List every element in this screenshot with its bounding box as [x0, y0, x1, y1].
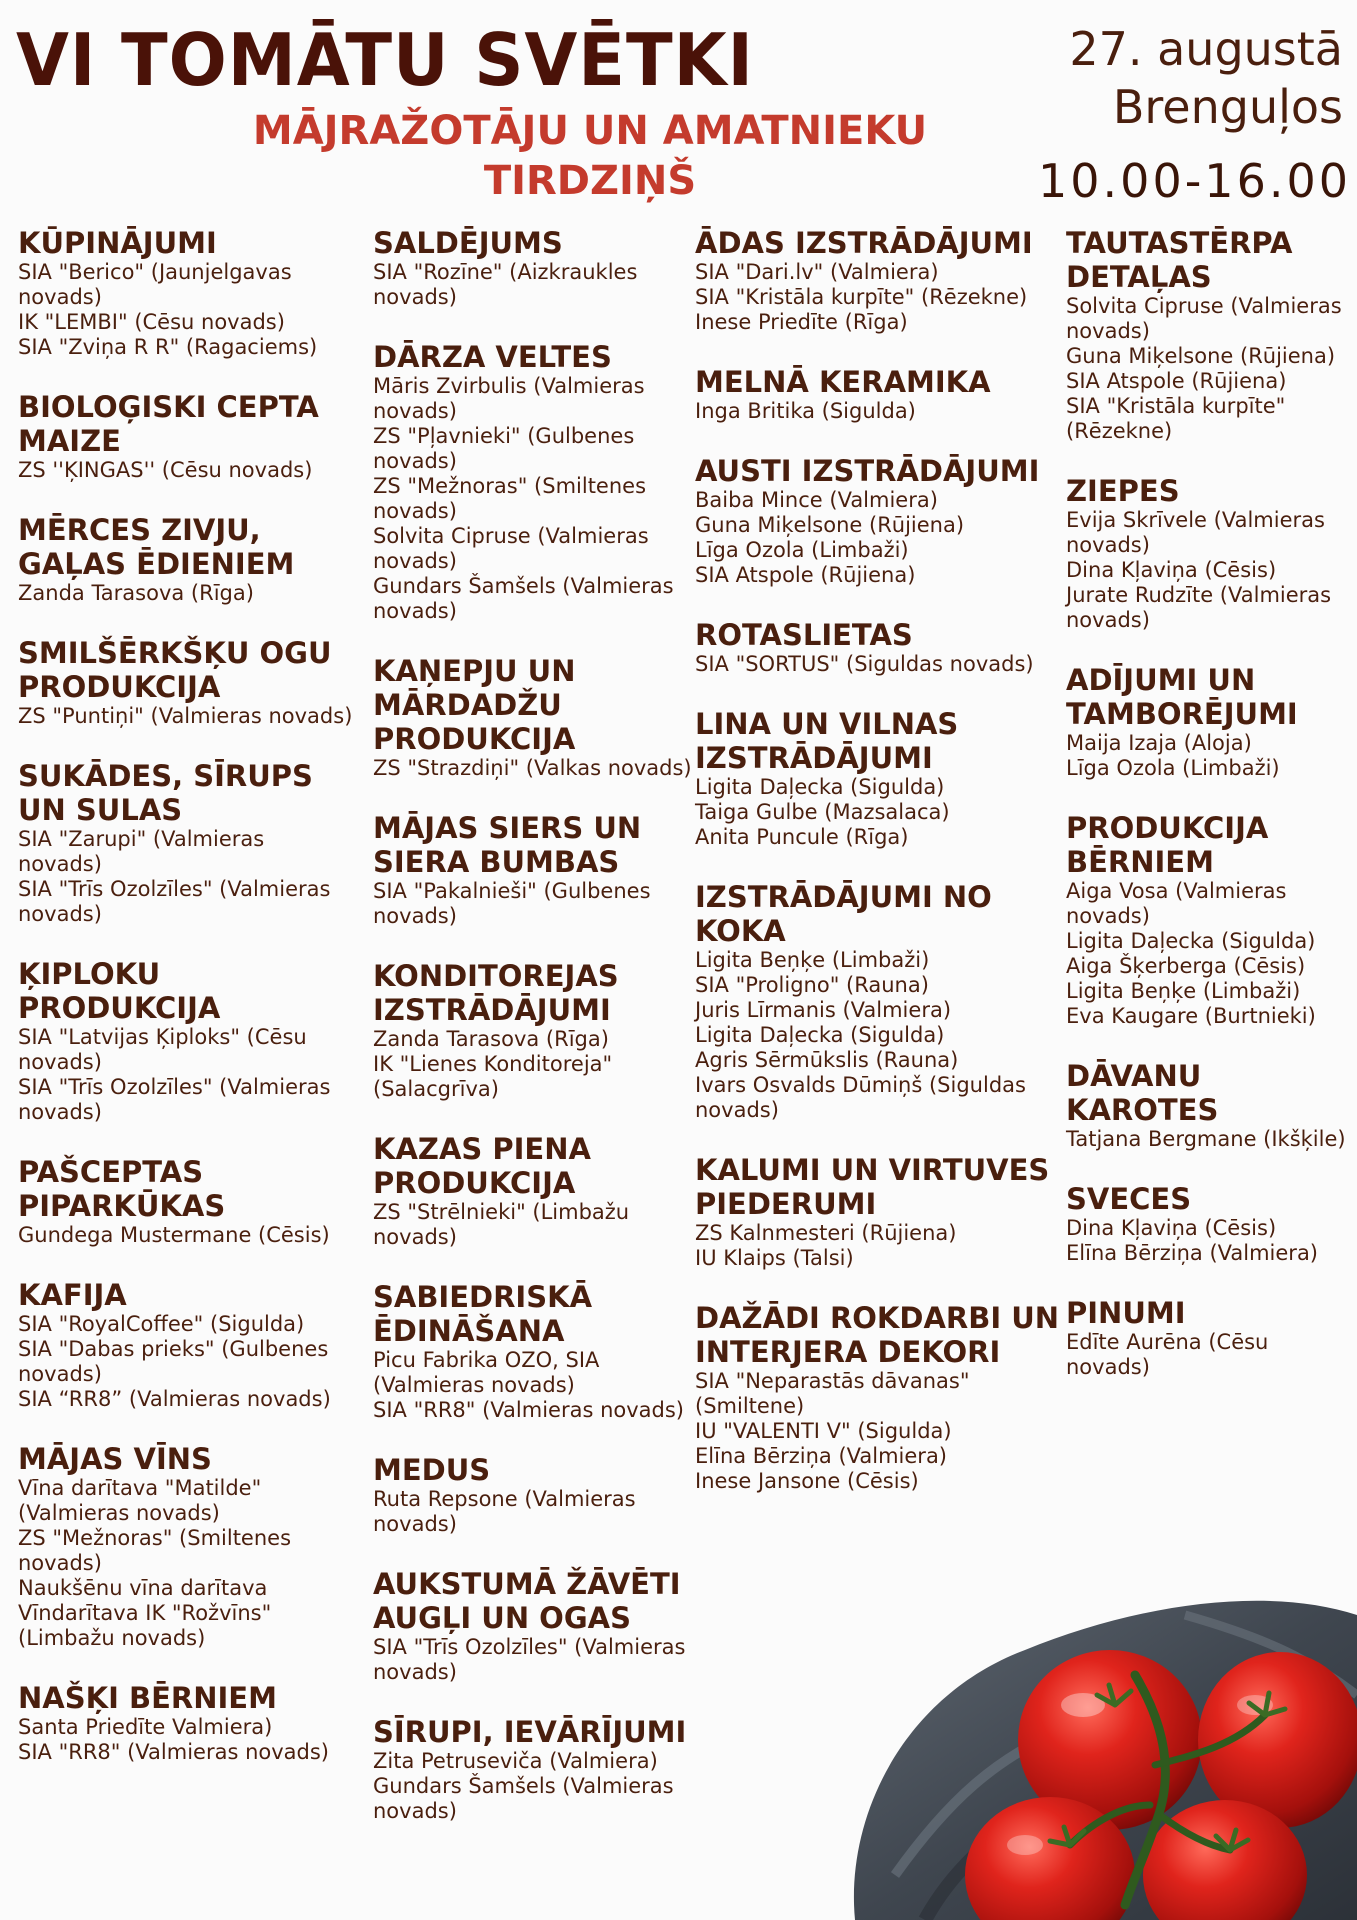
category-section	[695, 226, 1060, 335]
category-section	[373, 959, 693, 1102]
vendor-item: Zanda Tarasova (Rīga)	[373, 1027, 609, 1051]
vendor-item: SIA "Pakalnieši" (Gulbenes novads)	[373, 879, 651, 928]
vendor-list	[695, 948, 1060, 1123]
vendor-item: Inga Britika (Sigulda)	[695, 399, 916, 423]
category-title: MĀJAS SIERS UN SIERA BUMBAS	[373, 811, 642, 879]
vendor-item: Ligita Daļecka (Sigulda)	[695, 775, 945, 799]
vendor-list	[1066, 1330, 1356, 1380]
vendor-item: SIA "Neparastās dāvanas" (Smiltene)	[695, 1369, 970, 1418]
category-title: TAUTASTĒRPA DETAĻAS	[1066, 226, 1293, 294]
vendor-item: SIA "Trīs Ozolzīles" (Valmieras novads)	[373, 1635, 686, 1684]
category-title: MĀJAS VĪNS	[18, 1442, 212, 1476]
vendor-item: Solvita Cipruse (Valmieras novads)	[1066, 294, 1342, 343]
vendor-list	[18, 704, 353, 729]
vendor-item: SIA "Dari.lv" (Valmiera)	[695, 260, 939, 284]
category-section	[695, 1153, 1060, 1271]
vendor-item: Dina Kļaviņa (Cēsis)	[1066, 558, 1277, 582]
category-section	[1066, 474, 1356, 633]
vendor-list	[18, 1715, 353, 1765]
vendor-item: Ligita Daļecka (Sigulda)	[695, 1023, 945, 1047]
category-title: ĀDAS IZSTRĀDĀJUMI	[695, 226, 1033, 260]
vendor-item: Maija Izaja (Aloja)	[1066, 731, 1252, 755]
vendor-list	[695, 488, 1060, 588]
category-title: DAŽĀDI ROKDARBI UN INTERJERA DEKORI	[695, 1301, 1060, 1369]
category-section	[695, 365, 1060, 424]
vendor-item: Līga Ozola (Limbaži)	[695, 538, 909, 562]
vendor-item: Zanda Tarasova (Rīga)	[18, 581, 254, 605]
category-title: PRODUKCIJA BĒRNIEM	[1066, 811, 1269, 879]
category-section	[18, 1681, 353, 1765]
category-section	[695, 618, 1060, 677]
vendor-item: SIA "Trīs Ozolzīles" (Valmieras novads)	[18, 877, 331, 926]
vendor-item: SIA Atspole (Rūjiena)	[695, 563, 916, 587]
vendor-item: Edīte Aurēna (Cēsu novads)	[1066, 1330, 1269, 1379]
vendor-list	[373, 756, 693, 781]
category-title: IZSTRĀDĀJUMI NO KOKA	[695, 880, 992, 948]
event-title: VI TOMĀTU SVĒTKI	[16, 18, 754, 102]
vendor-item: Guna Miķelsone (Rūjiena)	[1066, 344, 1336, 368]
vendor-item: Taiga Gulbe (Mazsalaca)	[695, 800, 950, 824]
category-section	[373, 1715, 693, 1824]
vendor-item: SIA "RR8" (Valmieras novads)	[373, 1398, 684, 1422]
vendor-list	[1066, 731, 1356, 781]
category-section	[695, 1301, 1060, 1494]
vendor-list	[373, 1200, 693, 1250]
category-title: MEDUS	[373, 1453, 491, 1487]
vendor-list	[373, 1348, 693, 1423]
category-section	[18, 1155, 353, 1248]
vendor-item: Ligita Beņķe (Limbaži)	[695, 948, 930, 972]
vendor-item: Santa Priedīte Valmiera)	[18, 1715, 273, 1739]
vendor-list	[373, 260, 693, 310]
vendor-item: ZS "Strazdiņi" (Valkas novads)	[373, 756, 692, 780]
category-title: SVECES	[1066, 1182, 1192, 1216]
category-section	[373, 1132, 693, 1250]
vendor-item: Zita Petruseviča (Valmiera)	[373, 1749, 658, 1773]
vendor-item: Gundars Šamšels (Valmieras novads)	[373, 1774, 674, 1823]
event-place: Brenguļos	[1112, 80, 1343, 134]
vendor-item: Jurate Rudzīte (Valmieras novads)	[1066, 583, 1332, 632]
tomato-illustration	[835, 1545, 1357, 1920]
category-title: SUKĀDES, SĪRUPS UN SULAS	[18, 759, 313, 827]
vendor-item: SIA "Rozīne" (Aizkraukles novads)	[373, 260, 638, 309]
vendor-item: IU Klaips (Talsi)	[695, 1246, 854, 1270]
category-section	[373, 1280, 693, 1423]
category-section	[1066, 1296, 1356, 1380]
vendor-item: Vīna darītava "Matilde" (Valmieras novads)	[18, 1476, 262, 1525]
vendor-item: Līga Ozola (Limbaži)	[1066, 756, 1280, 780]
category-title: SĪRUPI, IEVĀRĪJUMI	[373, 1715, 687, 1749]
vendor-list	[18, 260, 353, 360]
category-title: MĒRCES ZIVJU, GAĻAS ĒDIENIEM	[18, 513, 295, 581]
vendor-column-1	[18, 226, 353, 1795]
category-title: ROTASLIETAS	[695, 618, 913, 652]
category-section	[18, 759, 353, 927]
category-title: NAŠĶI BĒRNIEM	[18, 1681, 277, 1715]
vendor-item: ZS "Pļavnieki" (Gulbenes novads)	[373, 424, 635, 473]
vendor-item: Vīndarītava IK "Rožvīns" (Limbažu novads)	[18, 1601, 272, 1650]
vendor-item: Tatjana Bergmane (Ikšķile)	[1066, 1127, 1346, 1151]
vendor-list	[18, 458, 353, 483]
category-title: ZIEPES	[1066, 474, 1180, 508]
vendor-list	[695, 1369, 1060, 1494]
category-title: KALUMI UN VIRTUVES PIEDERUMI	[695, 1153, 1050, 1221]
category-section	[695, 707, 1060, 850]
vendor-item: IK "Lienes Konditoreja" (Salacgrīva)	[373, 1052, 613, 1101]
category-section	[1066, 226, 1356, 444]
vendor-list	[373, 1027, 693, 1102]
vendor-item: ZS ''ĶINGAS'' (Cēsu novads)	[18, 458, 313, 482]
vendor-item: Gundars Šamšels (Valmieras novads)	[373, 574, 674, 623]
vendor-item: SIA "Kristāla kurpīte" (Rēzekne)	[1066, 394, 1286, 443]
category-section	[373, 226, 693, 310]
vendor-list	[373, 1635, 693, 1685]
category-section	[18, 1442, 353, 1651]
vendor-item: Dina Kļaviņa (Cēsis)	[1066, 1216, 1277, 1240]
category-title: ĶIPLOKU PRODUKCIJA	[18, 957, 221, 1025]
vendor-list	[18, 827, 353, 927]
category-section	[373, 654, 693, 781]
vendor-item: Aiga Šķerberga (Cēsis)	[1066, 954, 1306, 978]
vendor-item: SIA "Kristāla kurpīte" (Rēzekne)	[695, 285, 1028, 309]
category-title: SALDĒJUMS	[373, 226, 563, 260]
vendor-item: SIA "Zviņa R R" (Ragaciems)	[18, 335, 318, 359]
vendor-column-2	[373, 226, 693, 1854]
vendor-item: Inese Priedīte (Rīga)	[695, 310, 908, 334]
category-section	[695, 454, 1060, 588]
category-title: MELNĀ KERAMIKA	[695, 365, 991, 399]
category-title: KAFIJA	[18, 1278, 127, 1312]
vendor-item: Baiba Mince (Valmiera)	[695, 488, 938, 512]
vendor-item: Eva Kaugare (Burtnieki)	[1066, 1004, 1316, 1028]
vendor-list	[18, 581, 353, 606]
vendor-list	[373, 879, 693, 929]
event-date: 27. augustā	[1069, 22, 1343, 76]
vendor-item: Ruta Repsone (Valmieras novads)	[373, 1487, 636, 1536]
vendor-item: Elīna Bērziņa (Valmiera)	[1066, 1241, 1318, 1265]
vendor-item: SIA "SORTUS" (Siguldas novads)	[695, 652, 1034, 676]
category-section	[695, 880, 1060, 1123]
vendor-item: Agris Sērmūkslis (Rauna)	[695, 1048, 959, 1072]
vendor-list	[695, 399, 1060, 424]
category-section	[1066, 663, 1356, 781]
vendor-column-3	[695, 226, 1060, 1524]
vendor-item: SIA "Zarupi" (Valmieras novads)	[18, 827, 265, 876]
category-title: KONDITOREJAS IZSTRĀDĀJUMI	[373, 959, 619, 1027]
category-section	[373, 1567, 693, 1685]
vendor-item: IU "VALENTI V" (Sigulda)	[695, 1419, 952, 1443]
vendor-item: ZS "Mežnoras" (Smiltenes novads)	[373, 474, 647, 523]
vendor-item: Evija Skrīvele (Valmieras novads)	[1066, 508, 1325, 557]
vendor-item: Picu Fabrika OZO, SIA (Valmieras novads)	[373, 1348, 600, 1397]
vendor-item: SIA "Proligno" (Rauna)	[695, 973, 929, 997]
vendor-list	[695, 652, 1060, 677]
vendor-list	[695, 260, 1060, 335]
vendor-list	[1066, 1127, 1356, 1152]
vendor-list	[18, 1476, 353, 1651]
vendor-item: Māris Zvirbulis (Valmieras novads)	[373, 374, 645, 423]
category-title: PINUMI	[1066, 1296, 1186, 1330]
category-title: DĀRZA VELTES	[373, 340, 612, 374]
category-title: PAŠCEPTAS PIPARKŪKAS	[18, 1155, 226, 1223]
vendor-list	[373, 1749, 693, 1824]
category-title: SMILŠĒRKŠĶU OGU PRODUKCIJA	[18, 636, 332, 704]
vendor-list	[18, 1223, 353, 1248]
vendor-list	[373, 1487, 693, 1537]
category-title: AUKSTUMĀ ŽĀVĒTI AUGĻI UN OGAS	[373, 1567, 681, 1635]
category-section	[18, 957, 353, 1125]
category-section	[18, 390, 353, 483]
category-title: KAŅEPJU UN MĀRDADŽU PRODUKCIJA	[373, 654, 576, 756]
category-title: KAZAS PIENA PRODUKCIJA	[373, 1132, 591, 1200]
category-title: LINA UN VILNAS IZSTRĀDĀJUMI	[695, 707, 959, 775]
vendor-list	[1066, 1216, 1356, 1266]
vendor-item: ZS "Puntiņi" (Valmieras novads)	[18, 704, 353, 728]
category-section	[1066, 811, 1356, 1029]
category-title: KŪPINĀJUMI	[18, 226, 217, 260]
vendor-item: SIA “RR8” (Valmieras novads)	[18, 1387, 331, 1411]
vendor-item: Elīna Bērziņa (Valmiera)	[695, 1444, 947, 1468]
vendor-item: Aiga Vosa (Valmieras novads)	[1066, 879, 1287, 928]
event-time: 10.00-16.00	[1038, 154, 1351, 208]
vendor-list	[695, 1221, 1060, 1271]
category-title: SABIEDRISKĀ ĒDINĀŠANA	[373, 1280, 593, 1348]
category-section	[18, 636, 353, 729]
vendor-item: IK "LEMBI" (Cēsu novads)	[18, 310, 285, 334]
vendor-item: Juris Līrmanis (Valmiera)	[695, 998, 952, 1022]
category-section	[18, 1278, 353, 1412]
category-section	[373, 811, 693, 929]
category-title: ADĪJUMI UN TAMBORĒJUMI	[1066, 663, 1298, 731]
vendor-item: SIA "RoyalCoffee" (Sigulda)	[18, 1312, 305, 1336]
vendor-item: SIA "Latvijas Ķiploks" (Cēsu novads)	[18, 1025, 307, 1074]
vendor-item: SIA "Berico" (Jaunjelgavas novads)	[18, 260, 292, 309]
category-section	[1066, 1059, 1356, 1152]
event-subtitle: MĀJRAŽOTĀJU UN AMATNIEKU TIRDZIŅŠ	[252, 108, 928, 204]
vendor-list	[1066, 294, 1356, 444]
vendor-item: Solvita Cipruse (Valmieras novads)	[373, 524, 649, 573]
vendor-item: Inese Jansone (Cēsis)	[695, 1469, 919, 1493]
category-section	[373, 1453, 693, 1537]
vendor-item: SIA "Dabas prieks" (Gulbenes novads)	[18, 1337, 329, 1386]
vendor-item: SIA Atspole (Rūjiena)	[1066, 369, 1287, 393]
category-section	[373, 340, 693, 624]
vendor-list	[373, 374, 693, 624]
vendor-item: ZS "Strēlnieki" (Limbažu novads)	[373, 1200, 630, 1249]
vendor-item: Ivars Osvalds Dūmiņš (Siguldas novads)	[695, 1073, 1026, 1122]
vendor-list	[1066, 508, 1356, 633]
category-section	[18, 513, 353, 606]
vendor-list	[695, 775, 1060, 850]
vendor-item: ZS Kalnmesteri (Rūjiena)	[695, 1221, 957, 1245]
vendor-column-4	[1066, 226, 1356, 1410]
vendor-item: Ligita Beņķe (Limbaži)	[1066, 979, 1301, 1003]
category-title: DĀVANU KAROTES	[1066, 1059, 1219, 1127]
category-title: BIOLOĢISKI CEPTA MAIZE	[18, 390, 319, 458]
vendor-item: Naukšēnu vīna darītava	[18, 1576, 268, 1600]
category-section	[1066, 1182, 1356, 1266]
vendor-list	[18, 1025, 353, 1125]
vendor-item: Gundega Mustermane (Cēsis)	[18, 1223, 330, 1247]
vendor-list	[1066, 879, 1356, 1029]
vendor-item: SIA "Trīs Ozolzīles" (Valmieras novads)	[18, 1075, 331, 1124]
vendor-list	[18, 1312, 353, 1412]
tomato-basket-image	[835, 1545, 1357, 1920]
vendor-item: ZS "Mežnoras" (Smiltenes novads)	[18, 1526, 292, 1575]
vendor-item: Ligita Daļecka (Sigulda)	[1066, 929, 1316, 953]
vendor-item: Guna Miķelsone (Rūjiena)	[695, 513, 965, 537]
vendor-item: Anita Puncule (Rīga)	[695, 825, 909, 849]
category-section	[18, 226, 353, 360]
vendor-item: SIA "RR8" (Valmieras novads)	[18, 1740, 329, 1764]
category-title: AUSTI IZSTRĀDĀJUMI	[695, 454, 1040, 488]
